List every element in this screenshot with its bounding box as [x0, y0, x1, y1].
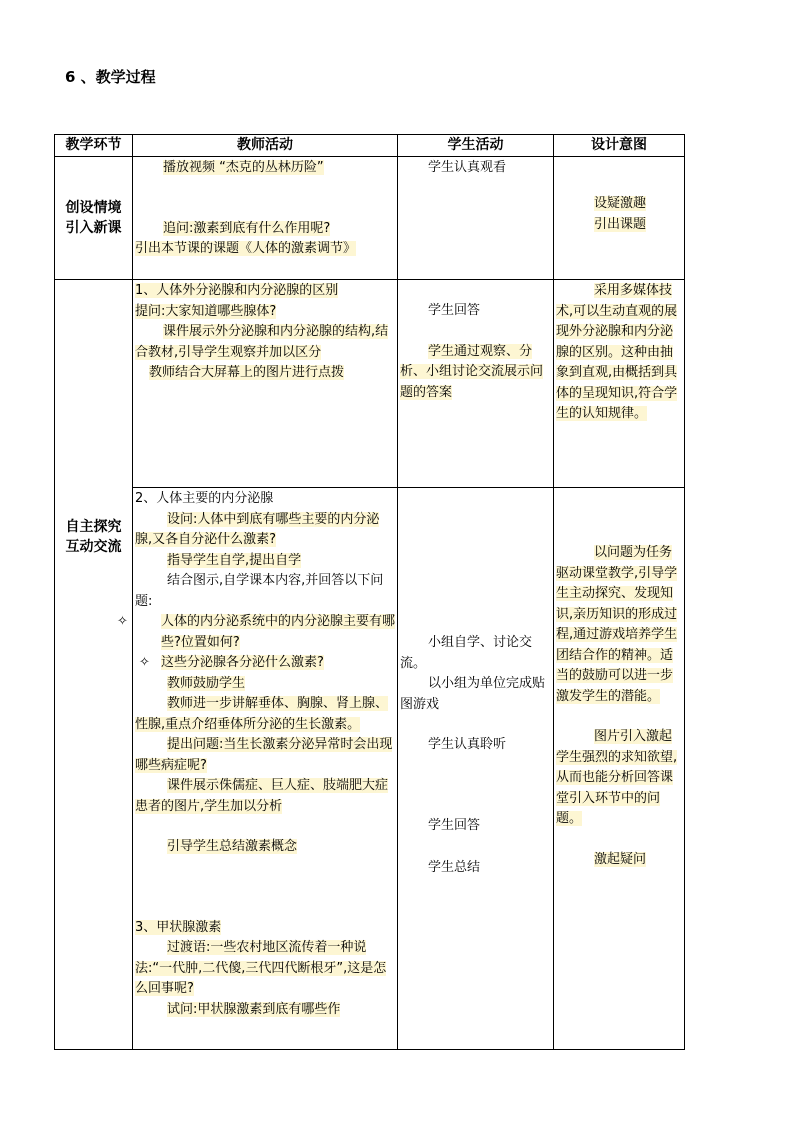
stage-line: 创设情境 [65, 200, 122, 216]
teacher-line: 1、人体外分泌腺和内分泌腺的区别 [135, 283, 339, 298]
teacher-line: 试问:甲状腺激素到底有哪些作 [167, 1001, 341, 1017]
stage-line: 互动交流 [65, 539, 122, 555]
intent-cell [554, 157, 685, 280]
stage-cell [55, 157, 133, 280]
table-row [55, 280, 685, 488]
teacher-cell [117, 488, 398, 1050]
student-line: 学生回答 [428, 817, 481, 833]
teacher-line: 教师进一步讲解垂体、胸腺、肾上腺、性腺,重点介绍垂体所分泌的生长激素。 [135, 696, 389, 732]
teacher-line: 播放视频 “杰克的丛林历险” [163, 160, 324, 175]
header-stage: 教学环节 [55, 135, 133, 157]
header-teacher-activity: 教师活动 [133, 135, 398, 157]
teacher-line: 提出问题:当生长激素分泌异常时会出现哪些病症呢? [135, 737, 393, 773]
student-cell [398, 280, 554, 488]
teacher-line: 结合图示,自学课本内容,并回答以下问题: [135, 573, 384, 609]
intent-line: 图片引入激起学生强烈的求知欲望,从而也能分析回答课堂引入环节中的问题。 [556, 729, 678, 826]
teacher-cell [133, 280, 398, 488]
teacher-line: 提问:大家知道哪些腺体? [135, 303, 277, 319]
student-line: 小组自学、讨论交流。 [400, 635, 533, 671]
stage-cell [55, 280, 133, 1050]
student-line: 学生通过观察、分析、小组讨论交流展示问题的答案 [400, 343, 544, 400]
teacher-line: 教师结合大屏幕上的图片进行点拨 [149, 365, 345, 380]
student-line: 学生回答 [428, 303, 481, 318]
teacher-line: 引导学生总结激素概念 [167, 839, 298, 854]
teacher-line: 引出本节课的课题《人体的激素调节》 [135, 241, 357, 256]
intent-cell [554, 280, 685, 488]
bullet-item: ✧ 人体的内分泌系统中的内分泌腺主要有哪些?位置如何? [117, 614, 396, 650]
table-header-row [55, 135, 685, 157]
table-row [55, 488, 685, 1050]
teacher-line: 3、甲状腺激素 [135, 919, 222, 935]
stage-line: 自主探究 [65, 519, 122, 535]
diamond-bullet-icon: ✧ [139, 655, 150, 670]
teacher-line: 指导学生自学,提出自学 [167, 552, 302, 568]
teacher-line: 课件展示外分泌腺和内分泌腺的结构,结合教材,引导学生观察并加以区分 [135, 324, 389, 360]
header-student-activity: 学生活动 [398, 135, 554, 157]
student-line: 学生认真观看 [428, 160, 507, 175]
teacher-line: 教师鼓励学生 [167, 675, 246, 691]
section-heading: 6 、教学过程 [65, 68, 156, 86]
student-line: 以小组为单位完成贴图游戏 [400, 676, 546, 712]
diamond-bullet-icon: ✧ [117, 614, 128, 629]
intent-line: 引出课题 [594, 216, 647, 232]
intent-line: 以问题为任务驱动课堂教学,引导学生主动探究、发现知识,亲历知识的形成过程,通过游戏培养学生团结合作的精神。适当的鼓励可以进一步激发学生的潜能。 [556, 545, 678, 704]
teaching-process-table [54, 134, 685, 1050]
bullet-item: ✧ 这些分泌腺各分泌什么激素? [135, 653, 395, 674]
teacher-line: 过渡语:一些农村地区流传着一种说法:“一代肿,二代傻,三代四代断根牙”,这是怎么回事呢? [135, 940, 387, 996]
intent-line: 采用多媒体技术,可以生动直观的展现外分泌腺和内分泌腺的区别。这种由抽象到直观,由概括到具体的呈现知识,符合学生的认知规律。 [556, 283, 678, 421]
stage-line: 引入新课 [65, 220, 122, 236]
intent-line: 激起疑问 [594, 851, 647, 867]
intent-line: 设疑激趣 [594, 196, 647, 211]
student-line: 学生认真聆听 [428, 737, 507, 752]
header-design-intent: 设计意图 [554, 135, 685, 157]
student-cell [398, 488, 554, 1050]
intent-cell [554, 488, 685, 1050]
teacher-cell [133, 157, 398, 280]
student-cell [398, 157, 554, 280]
teacher-line: 2、人体主要的内分泌腺 [135, 491, 274, 506]
student-line: 学生总结 [428, 860, 481, 875]
teacher-line: 课件展示侏儒症、巨人症、肢端肥大症患者的图片,学生加以分析 [135, 778, 389, 814]
table-row [55, 157, 685, 280]
teacher-line: 追问:激素到底有什么作用呢? [163, 220, 331, 236]
teacher-line: 设问:人体中到底有哪些主要的内分泌腺,又各自分泌什么激素? [135, 511, 380, 547]
